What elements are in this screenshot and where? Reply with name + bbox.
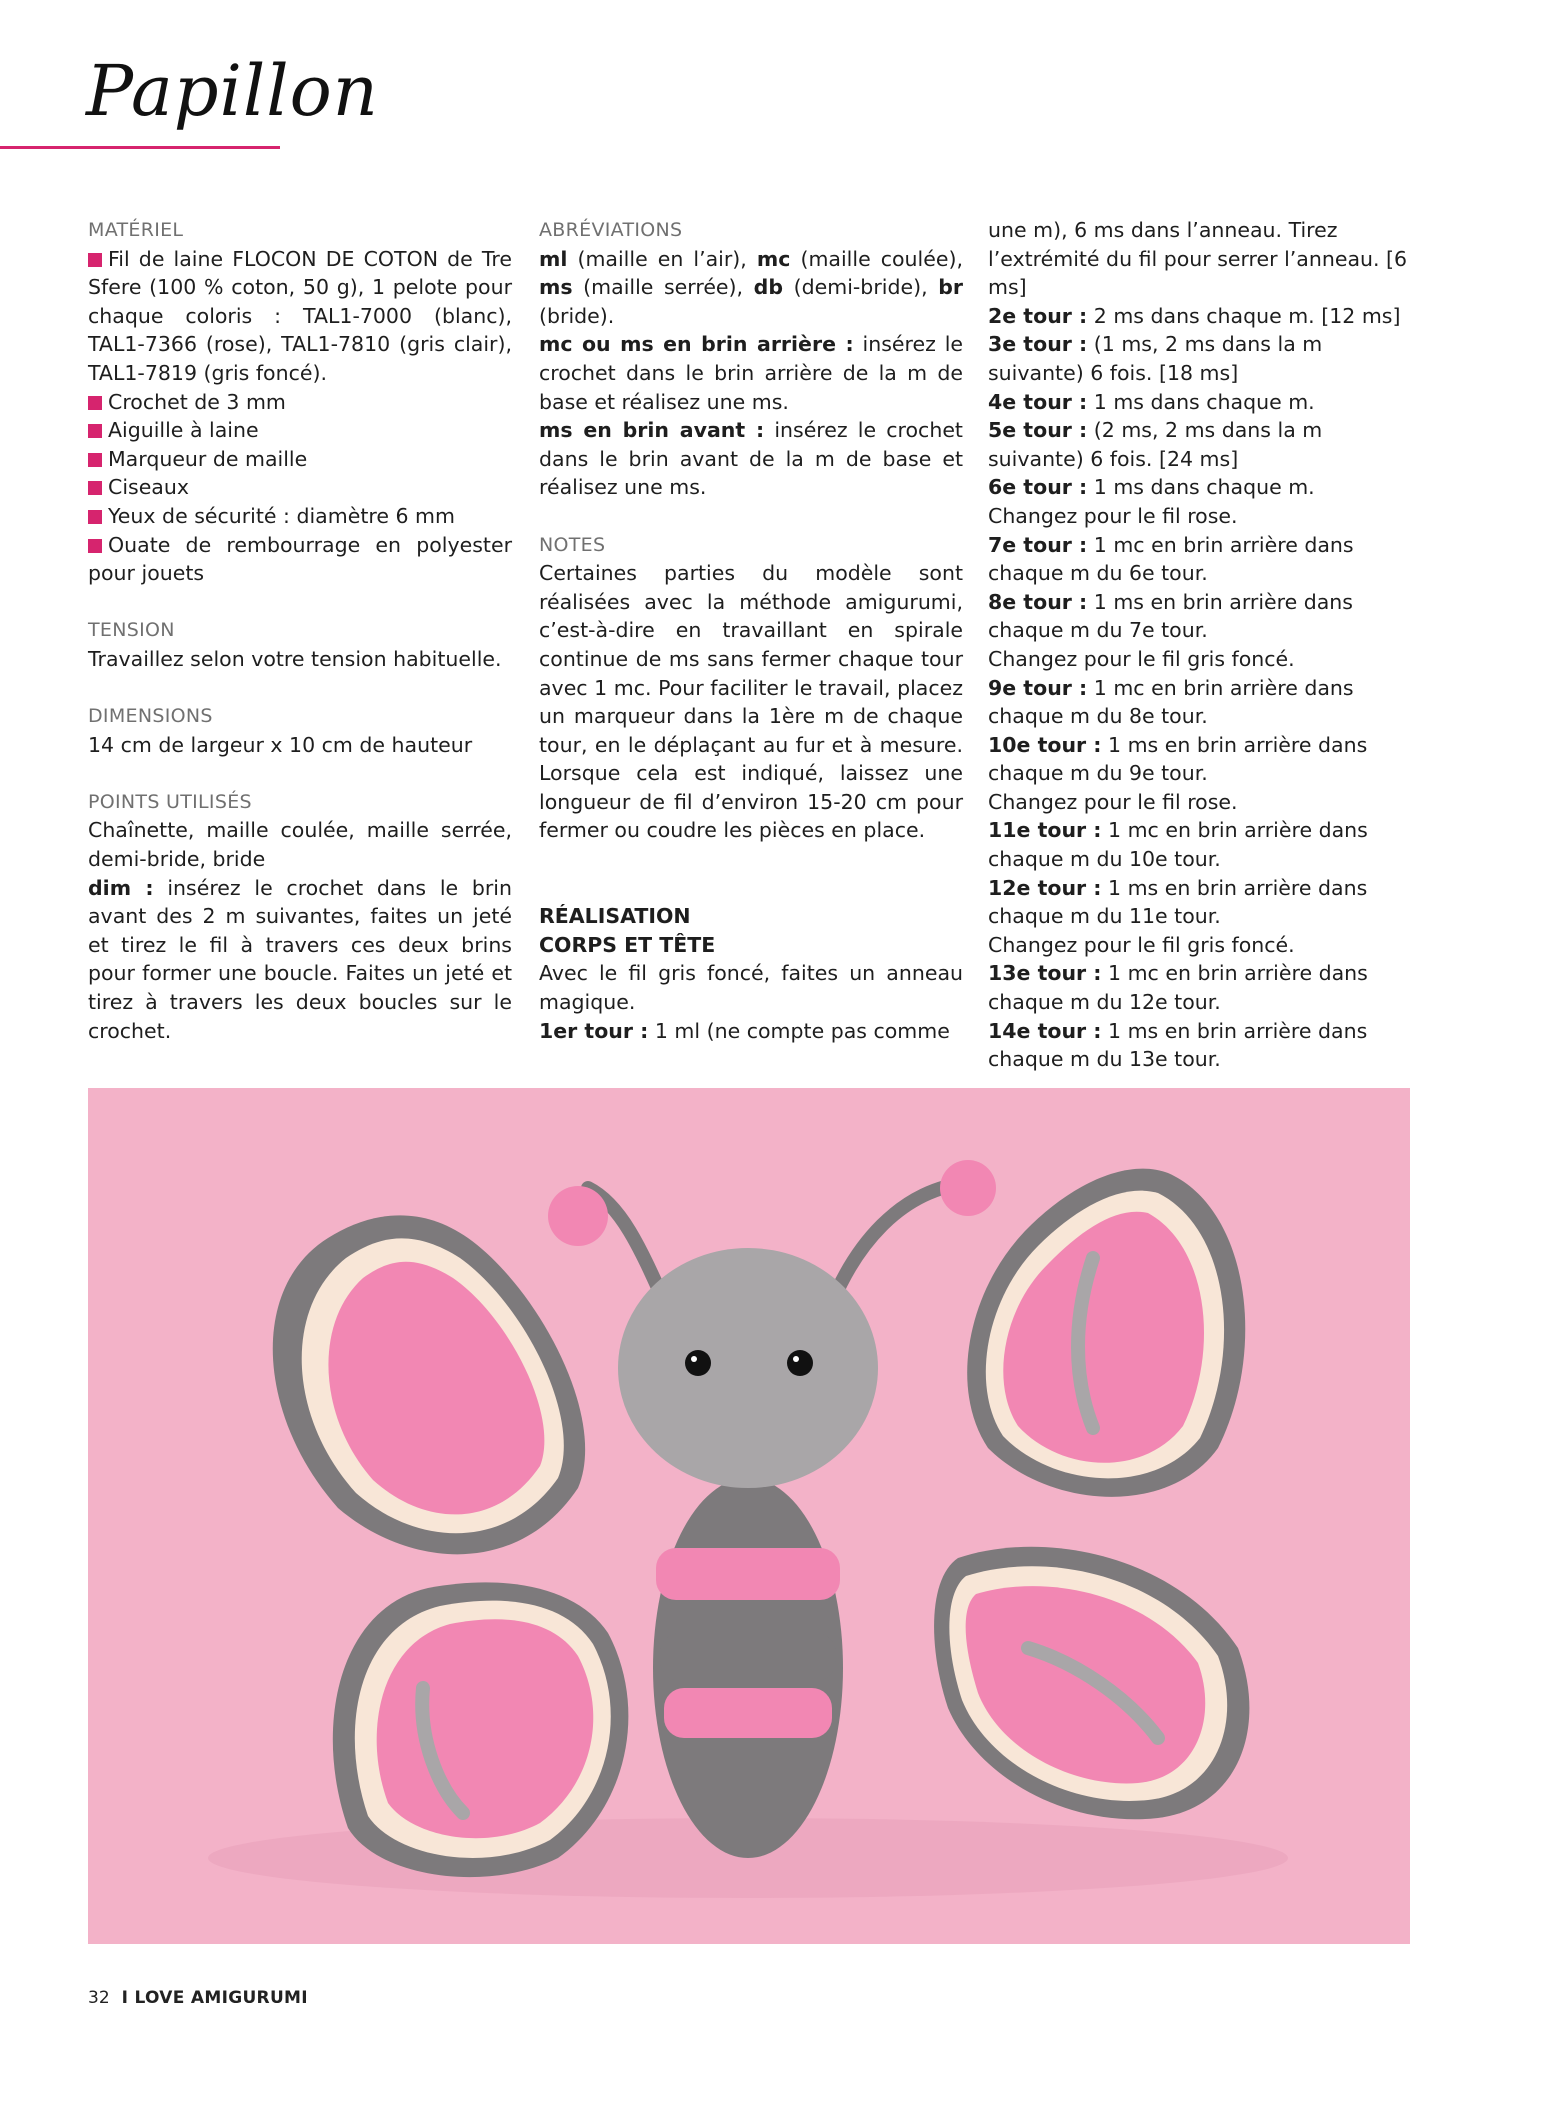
column-abbreviations bbox=[539, 216, 963, 1045]
bullet-square-icon bbox=[88, 253, 102, 267]
bullet-square-icon bbox=[88, 539, 102, 553]
ms-brin-avant-definition: ms en brin avant : insérez le crochet dans le brin avant de la m de base et réalisez une ms. bbox=[539, 418, 963, 500]
materiel-item: Ouate de rembourrage en polyester pour jouets bbox=[88, 532, 512, 586]
bullet-square-icon bbox=[88, 481, 102, 495]
title-underline bbox=[0, 146, 280, 149]
materiel-heading: MATÉRIEL bbox=[88, 219, 184, 241]
column-rounds bbox=[988, 216, 1412, 1074]
antenna-tip-right bbox=[940, 1160, 996, 1216]
tension-text: Travaillez selon votre tension habituelle. bbox=[88, 646, 502, 671]
materiel-item: Aiguille à laine bbox=[88, 416, 512, 445]
color-change-line: Changez pour le fil rose. bbox=[988, 503, 1238, 528]
dim-definition: dim : insérez le crochet dans le brin avant des 2 m suivantes, faites un jeté et tirez le fil à travers ces deux brins pour former une boucle. Faites un jeté et tirez à travers les deux boucles sur le crochet. bbox=[88, 875, 512, 1043]
realisation-heading: RÉALISATION bbox=[539, 904, 691, 929]
butterfly-head bbox=[618, 1248, 878, 1488]
left-lower-wing bbox=[333, 1582, 629, 1877]
round-line: 11e tour : 1 mc en brin arrière dans chaque m du 10e tour. bbox=[988, 818, 1368, 872]
round-line: 7e tour : 1 mc en brin arrière dans chaque m du 6e tour. bbox=[988, 532, 1354, 586]
abbreviations-heading: ABRÉVIATIONS bbox=[539, 219, 683, 241]
round-line: 5e tour : (2 ms, 2 ms dans la m suivante) 6 fois. [24 ms] bbox=[988, 418, 1323, 471]
round-line: 12e tour : 1 ms en brin arrière dans chaque m du 11e tour. bbox=[988, 875, 1368, 929]
notes-text: Certaines parties du modèle sont réalisées avec la méthode amigurumi, c’est-à-dire en travaillant en spirale continue de ms sans fermer chaque tour avec 1 mc. Pour faciliter le travail, placez un marqueur dans la 1ère m de chaque tour, en le déplaçant au fur et à mesure. Lorsque cela est indiqué, laissez une longueur de fil d’environ 15-20 cm pour fermer ou coudre les pièces en place. bbox=[539, 561, 963, 843]
round-line: 4e tour : 1 ms dans chaque m. bbox=[988, 389, 1315, 414]
corps-text: Avec le fil gris foncé, faites un anneau magique. bbox=[539, 961, 963, 1015]
round-continuation: une m), 6 ms dans l’anneau. Tirez l’extrémité du fil pour serrer l’anneau. [6 ms] bbox=[988, 218, 1408, 300]
materiel-item: Fil de laine FLOCON DE COTON de Tre Sfere (100 % coton, 50 g), 1 pelote pour chaque coloris : TAL1-7000 (blanc), TAL1-7366 (rose), TAL1-7810 (gris clair), TAL1-7819 (gris foncé). bbox=[88, 246, 512, 385]
bullet-square-icon bbox=[88, 510, 102, 524]
round-line: 14e tour : 1 ms en brin arrière dans chaque m du 13e tour. bbox=[988, 1018, 1368, 1072]
corps-heading: CORPS ET TÊTE bbox=[539, 932, 716, 957]
color-change-line: Changez pour le fil rose. bbox=[988, 789, 1238, 814]
antenna-tip-left bbox=[548, 1186, 608, 1246]
color-change-line: Changez pour le fil gris foncé. bbox=[988, 932, 1295, 957]
butterfly-photo bbox=[88, 1088, 1410, 1944]
page-number: 32 bbox=[88, 1988, 110, 2008]
dimensions-heading: DIMENSIONS bbox=[88, 705, 213, 728]
tension-heading: TENSION bbox=[88, 619, 175, 642]
materiel-item: Marqueur de maille bbox=[88, 445, 512, 474]
column-materials bbox=[88, 216, 512, 1045]
left-eye bbox=[685, 1350, 711, 1376]
round-line: 8e tour : 1 ms en brin arrière dans chaque m du 7e tour. bbox=[988, 589, 1353, 643]
points-heading: POINTS UTILISÉS bbox=[88, 790, 252, 813]
bullet-square-icon bbox=[88, 396, 102, 410]
round-line: 13e tour : 1 mc en brin arrière dans chaque m du 12e tour. bbox=[988, 961, 1368, 1015]
right-eye bbox=[787, 1350, 813, 1376]
points-text: Chaînette, maille coulée, maille serrée, demi-bride, bride bbox=[88, 818, 512, 872]
bullet-square-icon bbox=[88, 424, 102, 438]
bullet-square-icon bbox=[88, 453, 102, 467]
color-change-line: Changez pour le fil gris foncé. bbox=[988, 646, 1295, 671]
abbreviations-list: ml (maille en l’air), mc (maille coulée), ms (maille serrée), db (demi-bride), br (bride). bbox=[539, 246, 963, 328]
round-line: 6e tour : 1 ms dans chaque m. bbox=[988, 475, 1315, 500]
round-line: 2e tour : 2 ms dans chaque m. [12 ms] bbox=[988, 303, 1401, 328]
materiel-item: Yeux de sécurité : diamètre 6 mm bbox=[88, 502, 512, 531]
materiel-item: Crochet de 3 mm bbox=[88, 388, 512, 417]
materiel-item: Ciseaux bbox=[88, 473, 512, 502]
page-footer bbox=[88, 1988, 308, 2008]
notes-heading: NOTES bbox=[539, 533, 606, 556]
page-title: Papillon bbox=[86, 50, 379, 132]
dimensions-text: 14 cm de largeur x 10 cm de hauteur bbox=[88, 732, 473, 757]
round-line: 9e tour : 1 mc en brin arrière dans chaque m du 8e tour. bbox=[988, 675, 1354, 729]
mc-brin-arriere-definition: mc ou ms en brin arrière : insérez le crochet dans le brin arrière de la m de base et réalisez une ms. bbox=[539, 332, 963, 414]
round-line: 10e tour : 1 ms en brin arrière dans chaque m du 9e tour. bbox=[988, 732, 1368, 786]
tour-1: 1er tour : 1 ml (ne compte pas comme bbox=[539, 1018, 950, 1043]
round-line: 3e tour : (1 ms, 2 ms dans la m suivante) 6 fois. [18 ms] bbox=[988, 332, 1323, 385]
magazine-name: I LOVE AMIGURUMI bbox=[121, 1988, 308, 2008]
